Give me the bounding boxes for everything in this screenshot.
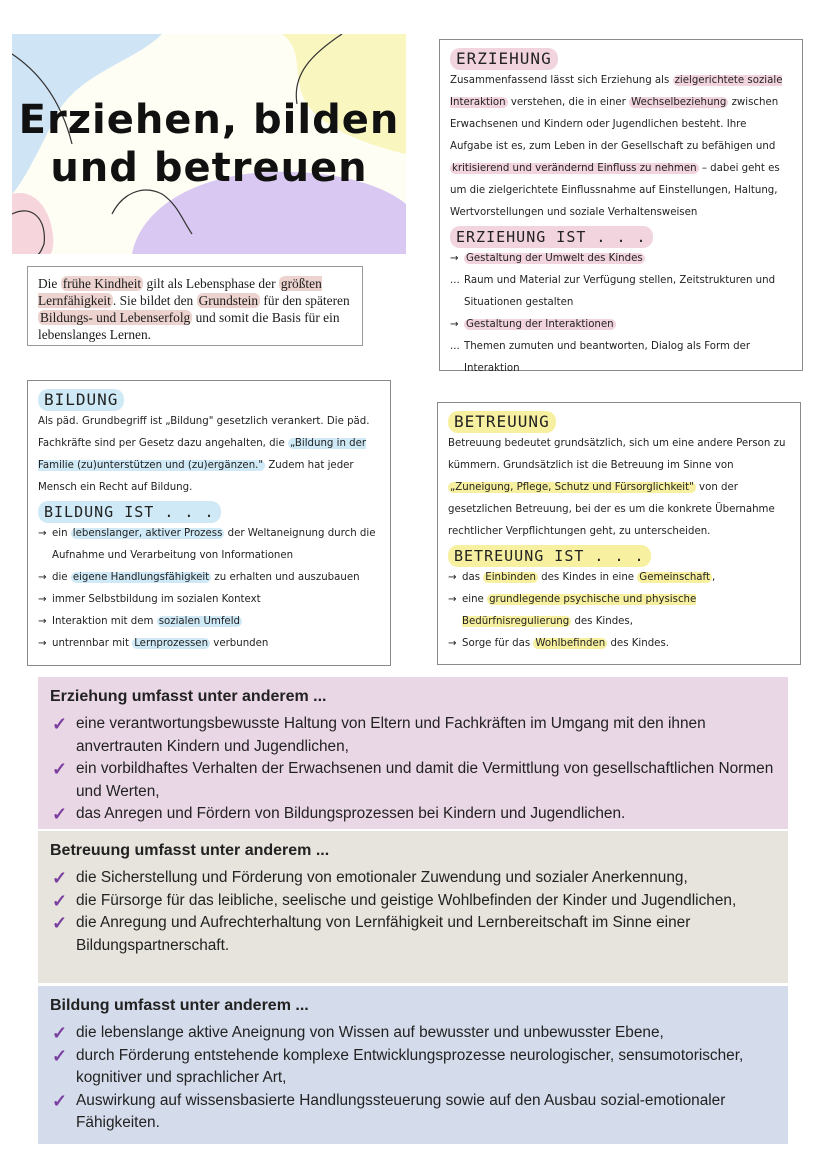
- checkmark-icon: ✓: [52, 1090, 68, 1111]
- checkmark-icon: ✓: [52, 804, 68, 824]
- text-run: von der gesetzlichen Betreuung, bei der es um die konkrete Übernahme rechtlicher Verpflichtungen geht, zu unterscheiden.: [448, 482, 775, 537]
- erziehung-panel: [439, 39, 803, 374]
- title-line-1: Erziehen, bilden: [18, 97, 400, 143]
- summary-text: das Anregen und Fördern von Bildungsprozessen bei Kindern und Jugendlichen.: [76, 805, 626, 822]
- erziehung-text: [450, 70, 792, 224]
- summary-list: [50, 867, 776, 957]
- text-run: Als päd. Grundbegriff ist „Bildung" gesetzlich verankert. Die päd. Fachkräfte sind per Gesetz dazu angehalten, die: [38, 416, 370, 449]
- betreuung-summary: [38, 831, 788, 983]
- arrow-icon: →: [450, 319, 459, 330]
- intro-text: . Sie bildet den: [112, 293, 197, 308]
- arrow-icon: →: [38, 528, 47, 539]
- text-run: untrennbar mit: [52, 638, 133, 649]
- bildung-panel: [27, 380, 391, 666]
- text-highlight: kritisierend und verändernd Einfluss zu nehmen: [452, 163, 697, 174]
- summary-list: [50, 1022, 776, 1135]
- summary-item: [50, 803, 776, 826]
- summary-item: [50, 867, 776, 890]
- erziehung-summary: [38, 677, 788, 829]
- summary-item: [50, 758, 776, 803]
- text-highlight: grundlegende psychische und physische Bedürfnisregulierung: [462, 594, 697, 627]
- bildung-heading: BILDUNG: [38, 389, 124, 411]
- text-run: verbunden: [210, 638, 269, 649]
- arrow-icon: →: [38, 572, 47, 583]
- list-item: [38, 633, 380, 655]
- summary-heading: Betreuung umfasst unter anderem ...: [50, 842, 330, 859]
- summary-text: ein vorbildhaftes Verhalten der Erwachsenen und damit die Vermittlung von gesellschaftlichen Normen und Werten,: [76, 760, 774, 800]
- betreuung-list: [448, 567, 790, 655]
- checkmark-icon: ✓: [52, 714, 68, 734]
- checkmark-icon: ✓: [52, 913, 68, 933]
- list-item: [448, 633, 790, 655]
- text-run: Themen zumuten und beantworten, Dialog als Form der Interaktion: [464, 341, 751, 374]
- text-run: eine: [462, 594, 488, 605]
- text-highlight: zielgerichtete soziale Interaktion: [450, 75, 783, 108]
- summary-heading: Erziehung umfasst unter anderem ...: [50, 688, 327, 705]
- intro-highlight: frühe Kindheit: [62, 276, 142, 291]
- erziehung-list: [450, 248, 792, 380]
- summary-text: die lebenslange aktive Aneignung von Wissen auf bewusster und unbewusster Ebene,: [76, 1024, 664, 1041]
- summary-text: die Anregung und Aufrechterhaltung von Lernfähigkeit und Lernbereitschaft im Sinne einer Bildungspartnerschaft.: [76, 914, 691, 954]
- list-item: [38, 611, 380, 633]
- ellipsis-icon: ...: [450, 341, 460, 352]
- text-highlight: „Bildung in der Familie (zu)unterstützen und (zu)ergänzen.": [38, 438, 367, 471]
- arrow-icon: →: [38, 638, 47, 649]
- summary-text: Auswirkung auf wissensbasierte Handlungssteuerung sowie auf den Ausbau sozial-emotionaler Fähigkeiten.: [76, 1091, 726, 1131]
- text-highlight: Lernprozessen: [134, 638, 209, 649]
- text-run: Betreuung bedeutet grundsätzlich, sich um eine andere Person zu kümmern. Grundsätzlich ist die Betreuung im Sinne von: [448, 438, 786, 471]
- list-item: [448, 567, 790, 589]
- bildung-summary: [38, 986, 788, 1144]
- list-item: [450, 314, 792, 336]
- text-run: zwischen Erwachsenen und Kindern oder Jugendlichen besteht. Ihre Aufgabe ist es, zum Leben in der Gesellschaft zu befähigen und: [450, 97, 779, 152]
- summary-item: [50, 1022, 776, 1045]
- text-highlight: sozialen Umfeld: [158, 616, 240, 627]
- summary-text: die Sicherstellung und Förderung von emotionaler Zuwendung und sozialer Anerkennung,: [76, 869, 688, 886]
- text-run: verstehen, die in einer: [507, 97, 630, 108]
- text-run: des Kindes,: [571, 616, 633, 627]
- text-run: – dabei geht es um die zielgerichtete Einflussnahme auf Einstellungen, Haltung, Wertvorstellungen und soziale Verhaltensweisen: [450, 163, 780, 218]
- arrow-icon: →: [38, 616, 47, 627]
- summary-item: [50, 1045, 776, 1090]
- text-run: Sorge für das: [462, 638, 534, 649]
- text-highlight: eigene Handlungsfähigkeit: [72, 572, 210, 583]
- betreuung-text: [448, 433, 790, 543]
- text-highlight: Gestaltung der Interaktionen: [466, 319, 614, 330]
- checkmark-icon: ✓: [52, 1023, 68, 1043]
- summary-item: [50, 912, 776, 957]
- text-run: des Kindes.: [607, 638, 669, 649]
- betreuung-subheading: BETREUUNG IST . . .: [448, 545, 651, 567]
- intro-text: und somit die Basis für ein lebenslanges Lernen.: [38, 310, 340, 342]
- bildung-text: [38, 411, 380, 499]
- list-item: [448, 589, 790, 633]
- bildung-subheading: BILDUNG IST . . .: [38, 501, 221, 523]
- summary-list: [50, 713, 776, 826]
- text-run: die: [52, 572, 71, 583]
- summary-text: die Fürsorge für das leibliche, seelische und geistige Wohlbefinden der Kinder und Jugendlichen,: [76, 891, 737, 909]
- list-item: [450, 336, 792, 380]
- arrow-icon: →: [448, 638, 457, 649]
- list-item: [38, 523, 380, 567]
- text-run: Zudem hat jeder Mensch ein Recht auf Bildung.: [38, 460, 354, 493]
- text-run: Raum und Material zur Verfügung stellen, Zeitstrukturen und Situationen gestalten: [464, 275, 776, 308]
- erziehung-heading: ERZIEHUNG: [450, 48, 558, 70]
- checkmark-icon: ✓: [52, 890, 68, 911]
- text-run: zu erhalten und auszubauen: [211, 572, 360, 583]
- page-title: [12, 96, 406, 192]
- text-run: immer Selbstbildung im sozialen Kontext: [52, 594, 261, 605]
- text-run: der Weltaneignung durch die Aufnahme und Verarbeitung von Informationen: [52, 528, 376, 561]
- text-highlight: Einbinden: [485, 572, 536, 583]
- list-item: [450, 270, 792, 314]
- summary-heading: Bildung umfasst unter anderem ...: [50, 997, 309, 1014]
- summary-item: [50, 713, 776, 758]
- erziehung-subheading: ERZIEHUNG IST . . .: [450, 226, 653, 248]
- arrow-icon: →: [38, 594, 47, 605]
- list-item: [38, 567, 380, 589]
- title-line-2: und betreuen: [50, 145, 368, 191]
- summary-item: [50, 890, 776, 913]
- text-highlight: lebenslanger, aktiver Prozess: [72, 528, 223, 539]
- text-run: ,: [711, 572, 716, 583]
- intro-box: [27, 266, 363, 346]
- arrow-icon: →: [448, 572, 457, 583]
- betreuung-panel: [437, 402, 801, 665]
- bildung-list: [38, 523, 380, 655]
- text-highlight: Gestaltung der Umwelt des Kindes: [466, 253, 643, 264]
- ellipsis-icon: ...: [450, 275, 460, 286]
- text-run: ein: [52, 528, 71, 539]
- text-run: Zusammenfassend lässt sich Erziehung als: [450, 75, 673, 86]
- checkmark-icon: ✓: [52, 1045, 68, 1066]
- arrow-icon: →: [448, 594, 457, 605]
- intro-text: Die: [38, 276, 61, 291]
- intro-highlight: Grundstein: [198, 293, 259, 308]
- list-item: [38, 589, 380, 611]
- intro-highlight: Bildungs- und Lebenserfolg: [40, 310, 191, 325]
- summary-text: eine verantwortungsbewusste Haltung von Eltern und Fachkräften im Umgang mit den ihnen anvertrauten Kindern und Jugendlichen,: [76, 715, 706, 755]
- betreuung-heading: BETREUUNG: [448, 411, 556, 433]
- checkmark-icon: ✓: [52, 868, 68, 888]
- summary-text: durch Förderung entstehende komplexe Entwicklungsprozesse neurologischer, sensumotorischer, kognitiver und sprachlicher Art,: [76, 1046, 744, 1086]
- list-item: [450, 248, 792, 270]
- text-run: des Kindes in eine: [537, 572, 638, 583]
- checkmark-icon: ✓: [52, 759, 68, 779]
- text-run: Interaktion mit dem: [52, 616, 157, 627]
- intro-text: gilt als Lebensphase der: [143, 276, 279, 291]
- arrow-icon: →: [450, 253, 459, 264]
- summary-item: [50, 1090, 776, 1135]
- title-artwork: [12, 34, 406, 254]
- text-highlight: Wechselbeziehung: [631, 97, 727, 108]
- text-highlight: Wohlbefinden: [535, 638, 606, 649]
- text-run: das: [462, 572, 484, 583]
- intro-text: für den späteren: [260, 293, 350, 308]
- intro-highlight: größten Lernfähigkeit: [38, 276, 322, 308]
- text-highlight: Gemeinschaft: [639, 572, 710, 583]
- text-highlight: „Zuneigung, Pflege, Schutz und Fürsorglichkeit": [450, 482, 694, 493]
